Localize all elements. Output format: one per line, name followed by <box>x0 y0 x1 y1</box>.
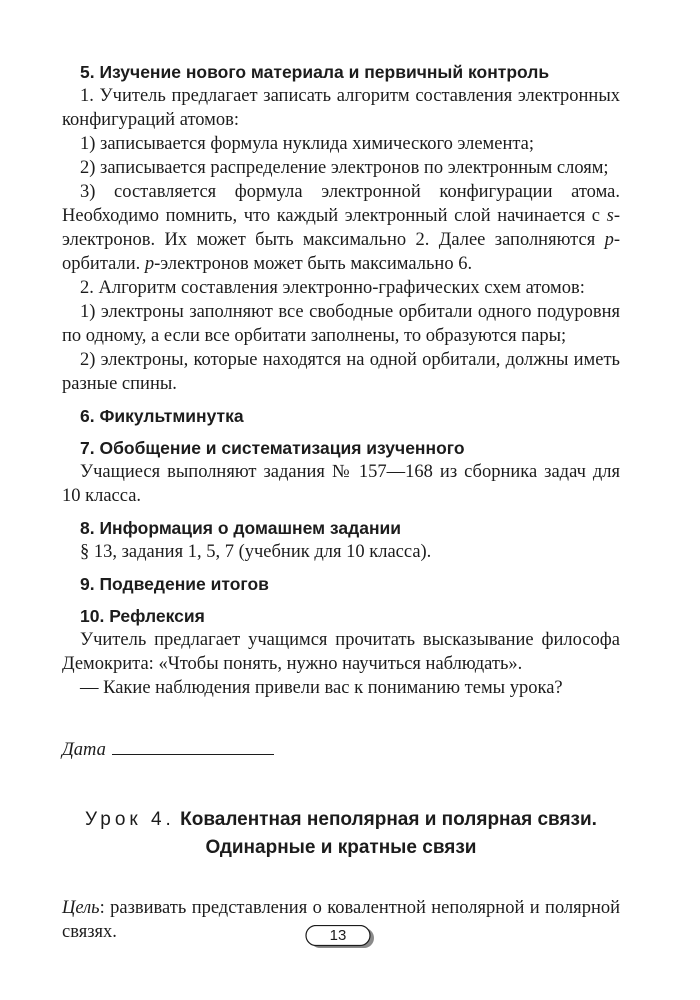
step-3-text-c: -орбитали. <box>62 230 620 274</box>
section-7-text-a: Учащиеся выполняют задания <box>80 462 332 482</box>
lesson-header <box>62 806 620 862</box>
s-orbital-letter: s <box>606 206 614 226</box>
section-5-step-2: 2) записывается распределение электронов по электронным слоям; <box>80 158 609 178</box>
task-range: № 157—168 <box>331 462 433 482</box>
page-number-badge <box>305 925 377 949</box>
page-number: 13 <box>329 927 347 944</box>
date-blank-line <box>112 738 274 755</box>
section-5-graphic-step-1: 1) электроны заполняют все свободные орбитали одного подуровня по одному, а если все орбитати заполнены, то образуются пары; <box>62 302 620 346</box>
lesson-title-part-1: Ковалентная неполярная и полярная связи. <box>180 809 597 830</box>
goal-text: : развивать представления о ковалентной неполярной и полярной связях. <box>62 898 620 942</box>
section-5-graphic-step-2: 2) электроны, которые находятся на одной орбитали, должны иметь разные спины. <box>62 350 620 394</box>
page-content <box>62 60 620 944</box>
step-3-text-a: 3) составляется формула электронной конфигурации атома. Необходимо помнить, что каждый электронный слой начинается с <box>62 182 620 226</box>
lesson-title-line-2: Одинарные и кратные связи <box>205 837 477 858</box>
step-3-text-b: -электронов. Их может быть максимально 2. Далее заполняются <box>62 206 620 250</box>
date-row <box>62 738 620 762</box>
lesson-title-line-1 <box>62 806 620 834</box>
date-label: Дата <box>62 740 106 760</box>
goal-label: Цель <box>62 898 100 918</box>
section-5-heading: 5. Изучение нового материала и первичный контроль <box>80 62 550 82</box>
section-5-step-3 <box>62 180 620 276</box>
section-5-paragraph-2: 2. Алгоритм составления электронно-графических схем атомов: <box>80 278 585 298</box>
section-10-text: Учитель предлагает учащимся прочитать высказывание философа Демокрита: «Чтобы понять, нужно научиться наблюдать». <box>62 630 620 674</box>
p-electron-letter: p <box>144 254 155 274</box>
section-7-heading: 7. Обобщение и систематизация изученного <box>80 438 465 458</box>
section-7-text-b: из сборника задач для 10 класса. <box>62 462 621 506</box>
section-10-question: — Какие наблюдения привели вас к пониманию темы урока? <box>80 678 563 698</box>
section-5-paragraph-1: 1. Учитель предлагает записать алгоритм составления электронных конфигураций атомов: <box>62 86 620 130</box>
section-7-text <box>62 460 620 508</box>
lesson-number: Урок 4. <box>85 809 175 830</box>
section-8-heading: 8. Информация о домашнем задании <box>80 518 402 538</box>
section-6-heading: 6. Фикультминутка <box>80 406 244 426</box>
step-3-text-d: -электронов может быть максимально 6. <box>154 254 473 274</box>
section-10-heading: 10. Рефлексия <box>80 606 205 626</box>
section-9-heading: 9. Подведение итогов <box>80 574 269 594</box>
p-orbital-letter: p <box>604 230 614 250</box>
section-5-step-1: 1) записывается формула нуклида химического элемента; <box>80 134 535 154</box>
section-8-text: § 13, задания 1, 5, 7 (учебник для 10 класса). <box>80 542 432 562</box>
